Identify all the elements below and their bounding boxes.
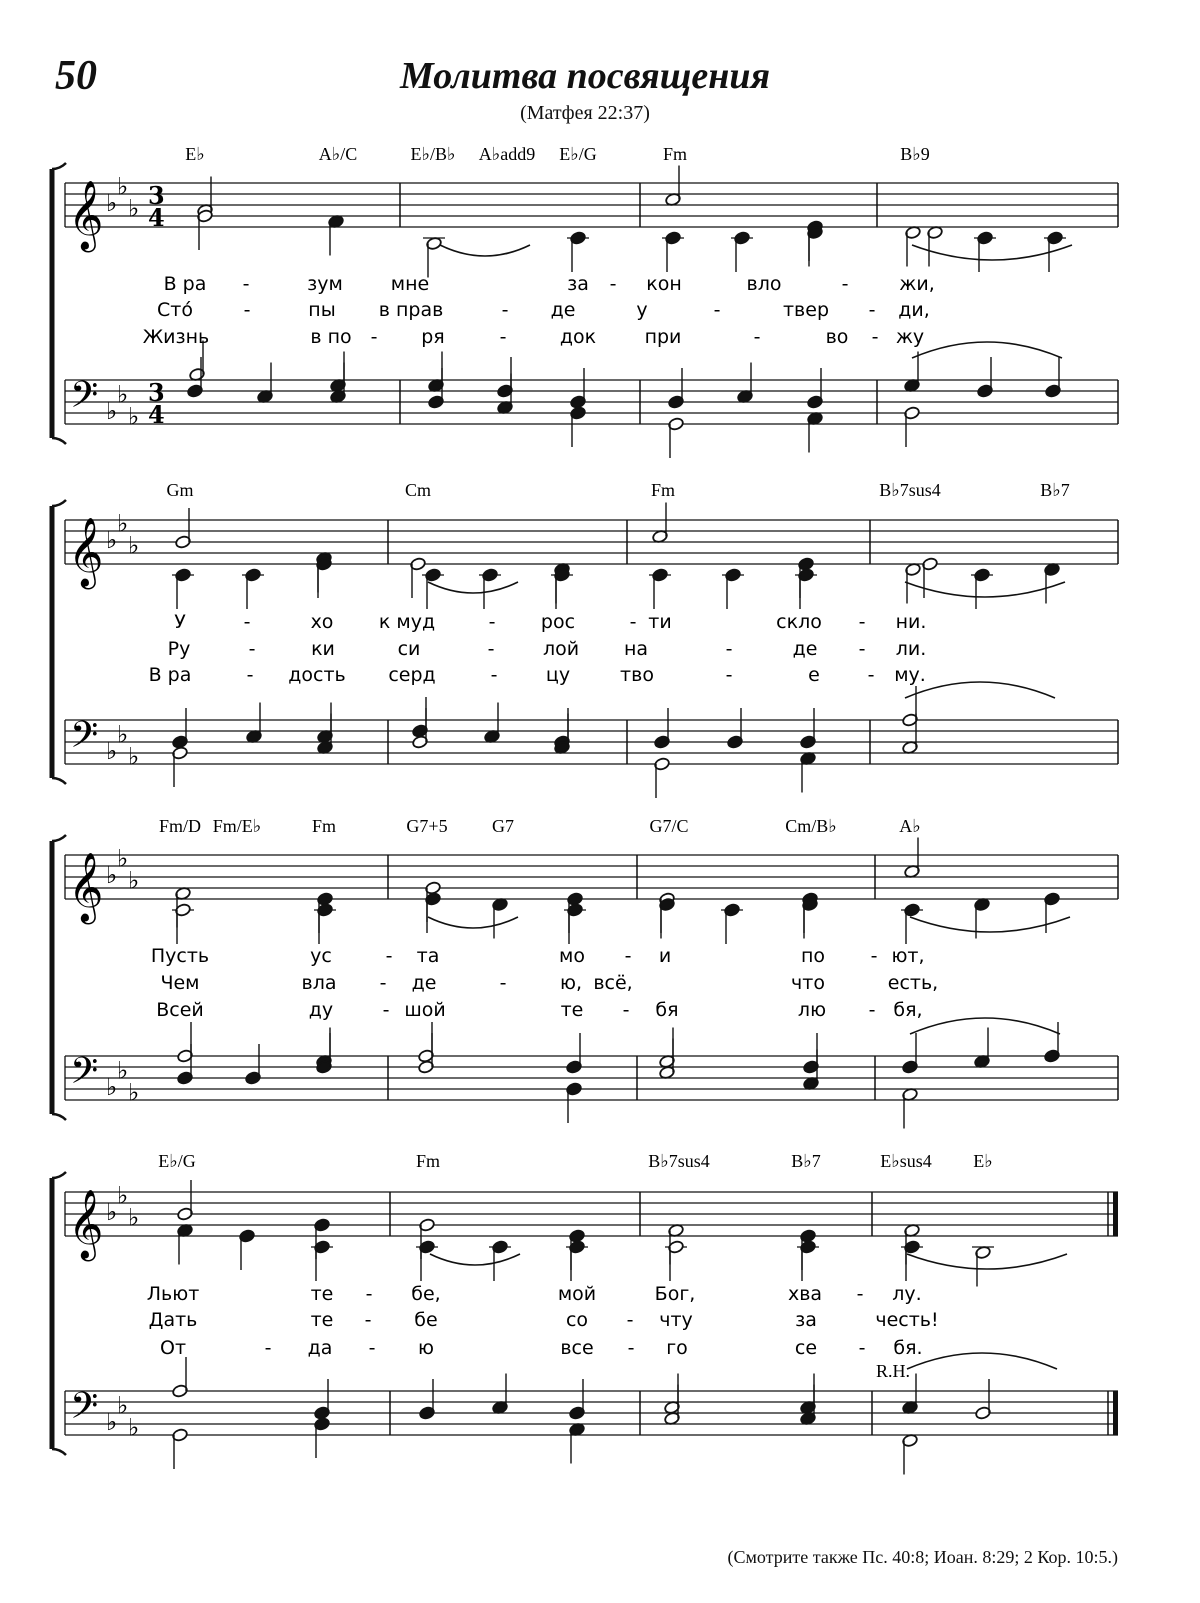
lyric-syllable: всё, [593,972,633,994]
slur [428,582,518,593]
chord-symbol: E♭/B♭ [410,144,456,164]
slur [905,682,1055,698]
lyric-syllable: В ра [148,664,192,686]
flat-icon: ♭ [117,172,129,201]
treble-clef-icon: 𝄞 [68,852,104,922]
lyric-syllable: бе, [411,1283,441,1305]
lyric-syllable: ки [311,638,335,660]
lyric-syllable: ни. [895,611,927,633]
chord-symbol: G7 [492,816,514,836]
lyric-syllable: серд [388,664,436,686]
flat-icon: ♭ [117,1391,129,1420]
time-signature-bottom: 4 [148,203,165,232]
system-bracket [52,163,66,169]
system-bracket [52,438,66,444]
lyric-syllable: ти [648,611,672,633]
bass-clef-icon: 𝄢 [70,714,99,765]
flat-icon: ♭ [117,509,129,538]
lyric-syllable: Дать [148,1309,198,1331]
lyric-hyphen: - [487,638,495,660]
chord-symbol: Fm/D [158,816,202,836]
lyric-syllable: У [174,611,186,633]
flat-icon: ♭ [117,844,129,873]
lyric-hyphen: - [364,1309,372,1331]
flat-icon: ♭ [117,1056,129,1085]
lyric-syllable: ю, [559,972,583,994]
scripture-reference: (Матфея 22:37) [520,102,650,124]
lyric-syllable: ли. [895,638,927,660]
final-barline [1113,1192,1118,1236]
lyric-syllable: честь! [875,1309,939,1331]
chord-symbol: E♭/G [559,144,597,164]
flat-icon: ♭ [128,402,140,431]
time-signature-top: 3 [148,181,165,210]
lyric-syllable: хо [310,611,334,633]
lyric-syllable: де [792,638,818,660]
system-bracket [52,1114,66,1120]
lyric-hyphen: - [242,273,250,295]
chord-symbol: Fm [415,1151,441,1171]
system-bracket [52,778,66,784]
lyric-hyphen: - [627,1337,635,1359]
lyric-syllable: скло [776,611,822,633]
lyric-hyphen: - [501,299,509,321]
lyric-hyphen: - [243,611,251,633]
lyric-syllable: кон [646,273,682,295]
lyric-syllable: на [623,638,649,660]
lyric-syllable: мо [559,945,585,967]
lyric-hyphen: - [609,273,617,295]
lyric-hyphen: - [382,999,390,1021]
lyric-syllable: ря [421,326,445,348]
lyric-hyphen: - [858,1337,866,1359]
chord-symbol: A♭add9 [478,144,536,164]
time-signature-bottom: 4 [148,400,165,429]
lyric-syllable: ю [418,1337,434,1359]
treble-clef-icon: 𝄞 [68,1189,104,1259]
slur [907,1353,1057,1369]
system-bracket [52,835,66,841]
lyric-hyphen: - [624,945,632,967]
lyric-syllable: у [636,299,648,321]
lyric-syllable: есть, [887,972,939,994]
footnote: (Смотрите также Пс. 40:8; Иоан. 8:29; 2 Кор. 10:5.) [727,1547,1118,1567]
lyric-syllable: рос [540,611,576,633]
lyric-syllable: От [159,1337,187,1359]
lyric-hyphen: - [713,299,721,321]
lyric-syllable: бя [655,999,679,1021]
lyric-syllable: со [565,1309,589,1331]
lyric-syllable: мне [390,273,430,295]
lyric-hyphen: - [856,1283,864,1305]
bass-clef-icon: 𝄢 [70,1385,99,1436]
lyric-syllable: в по [310,326,352,348]
lyric-syllable: в прав [378,299,444,321]
lyric-syllable: цу [545,664,571,686]
lyric-syllable: бя, [893,999,923,1021]
lyric-syllable: де [550,299,576,321]
lyric-syllable: Льют [146,1283,200,1305]
lyric-hyphen: - [248,638,256,660]
lyric-syllable: мой [557,1283,597,1305]
lyric-hyphen: - [385,945,393,967]
lyric-syllable: си [397,638,421,660]
flat-icon: ♭ [106,737,118,765]
lyric-syllable: вло [746,273,782,295]
lyric-hyphen: - [246,664,254,686]
lyric-syllable: жи, [899,273,935,295]
lyric-hyphen: - [499,972,507,994]
system-bracket [52,500,66,506]
slur [912,245,1072,260]
final-barline [1113,1391,1118,1435]
right-hand-annotation: R.H. [875,1361,911,1381]
lyric-syllable: те [560,999,584,1021]
chord-symbol: G7+5 [406,816,448,836]
lyric-hyphen: - [868,999,876,1021]
slur [910,1018,1060,1034]
chord-symbol: B♭9 [900,144,930,164]
lyric-hyphen: - [488,611,496,633]
lyric-syllable: да [307,1337,333,1359]
lyric-syllable: чту [659,1309,693,1331]
flat-icon: ♭ [106,397,118,425]
lyric-hyphen: - [871,326,879,348]
treble-clef-icon: 𝄞 [68,517,104,587]
lyric-syllable: твер [782,299,830,321]
lyric-syllable: лу. [892,1283,922,1305]
lyric-syllable: е [808,664,820,686]
flat-icon: ♭ [128,742,140,771]
lyric-syllable: Бог, [654,1283,696,1305]
lyric-syllable: и [658,945,672,967]
lyric-syllable: при [644,326,682,348]
slur [430,1254,520,1265]
lyric-hyphen: - [858,611,866,633]
hymn-title: Молитва посвящения [399,55,771,97]
lyric-syllable: Сто́ [157,299,193,321]
lyric-syllable: бя. [893,1337,923,1359]
slur [905,582,1065,597]
lyric-syllable: му. [894,664,926,686]
lyric-hyphen: - [841,273,849,295]
chord-symbol: B♭7 [791,1151,821,1171]
lyric-hyphen: - [370,326,378,348]
flat-icon: ♭ [128,866,140,895]
lyric-hyphen: - [867,664,875,686]
lyric-syllable: дость [288,664,346,686]
lyric-hyphen: - [753,326,761,348]
lyric-syllable: В ра [163,273,207,295]
system-bracket [52,1172,66,1178]
time-signature-top: 3 [148,378,165,407]
flat-icon: ♭ [106,1408,118,1436]
lyric-syllable: пы [308,299,336,321]
flat-icon: ♭ [128,1078,140,1107]
flat-icon: ♭ [128,1413,140,1442]
chord-symbol: B♭7 [1040,480,1070,500]
flat-icon: ♭ [117,380,129,409]
chord-symbol: E♭ [185,144,205,164]
lyric-syllable: во [825,326,849,348]
lyric-hyphen: - [368,1337,376,1359]
lyric-syllable: Чем [160,972,200,994]
lyric-syllable: к муд [378,611,436,633]
chord-symbol: B♭7sus4 [648,1151,710,1171]
lyric-syllable: ди, [898,299,930,321]
lyric-syllable: по [800,945,826,967]
lyric-syllable: лю [797,999,827,1021]
bass-clef-icon: 𝄢 [70,1050,99,1101]
lyric-syllable: Жизнь [142,326,210,348]
lyric-syllable: зум [307,273,343,295]
hymn-number: 50 [55,53,97,99]
flat-icon: ♭ [106,189,118,217]
lyric-syllable: ют, [891,945,925,967]
lyric-syllable: вла [301,972,337,994]
lyric-syllable: го [666,1337,688,1359]
lyric-hyphen: - [379,972,387,994]
lyric-hyphen: - [490,664,498,686]
lyric-syllable: Всей [156,999,204,1021]
slur [912,342,1062,358]
lyric-hyphen: - [499,326,507,348]
lyric-syllable: ду [308,999,334,1021]
flat-icon: ♭ [106,1198,118,1226]
lyric-syllable: ус [310,945,332,967]
chord-symbol: Gm [166,480,194,500]
system-bracket [52,1449,66,1455]
lyric-syllable: док [559,326,597,348]
lyric-hyphen: - [858,638,866,660]
lyric-syllable: шой [404,999,446,1021]
lyric-syllable: тво [620,664,654,686]
chord-symbol: Cm/B♭ [785,816,837,836]
chord-symbol: A♭ [899,816,921,836]
bass-clef-icon: 𝄢 [70,374,99,425]
lyric-syllable: лой [542,638,580,660]
slur [428,917,518,928]
lyric-hyphen: - [622,999,630,1021]
flat-icon: ♭ [106,1073,118,1101]
lyric-syllable: Пусть [150,945,210,967]
chord-symbol: Fm [650,480,676,500]
flat-icon: ♭ [128,531,140,560]
lyric-hyphen: - [725,638,733,660]
lyric-syllable: се [794,1337,818,1359]
chord-symbol: A♭/C [318,144,358,164]
flat-icon: ♭ [106,861,118,889]
lyric-syllable: жу [895,326,925,348]
flat-icon: ♭ [117,1181,129,1210]
chord-symbol: G7/C [649,816,689,836]
lyric-syllable: за [567,273,589,295]
slur [440,245,530,256]
lyric-hyphen: - [870,945,878,967]
lyric-syllable: за [795,1309,817,1331]
chord-symbol: E♭/G [158,1151,196,1171]
lyric-hyphen: - [243,299,251,321]
lyric-syllable: Ру [167,638,191,660]
flat-icon: ♭ [128,1203,140,1232]
lyric-syllable: де [411,972,437,994]
flat-icon: ♭ [128,194,140,223]
lyric-syllable: те [310,1309,334,1331]
chord-symbol: B♭7sus4 [879,480,941,500]
lyric-hyphen: - [264,1337,272,1359]
flat-icon: ♭ [117,720,129,749]
lyric-hyphen: - [365,1283,373,1305]
chord-symbol: E♭sus4 [880,1151,932,1171]
lyric-hyphen: - [629,611,637,633]
chord-symbol: Fm [662,144,688,164]
lyric-syllable: хва [787,1283,823,1305]
flat-icon: ♭ [106,526,118,554]
lyric-syllable: все [560,1337,594,1359]
lyric-syllable: бе [414,1309,438,1331]
treble-clef-icon: 𝄞 [68,180,104,250]
chord-symbol: Fm/E♭ [212,816,262,836]
chord-symbol: E♭ [973,1151,993,1171]
chord-symbol: Fm [311,816,337,836]
lyric-syllable: что [791,972,825,994]
lyric-syllable: та [416,945,440,967]
lyric-hyphen: - [725,664,733,686]
lyric-hyphen: - [868,299,876,321]
chord-symbol: Cm [404,480,432,500]
lyric-syllable: те [310,1283,334,1305]
lyric-hyphen: - [626,1309,634,1331]
